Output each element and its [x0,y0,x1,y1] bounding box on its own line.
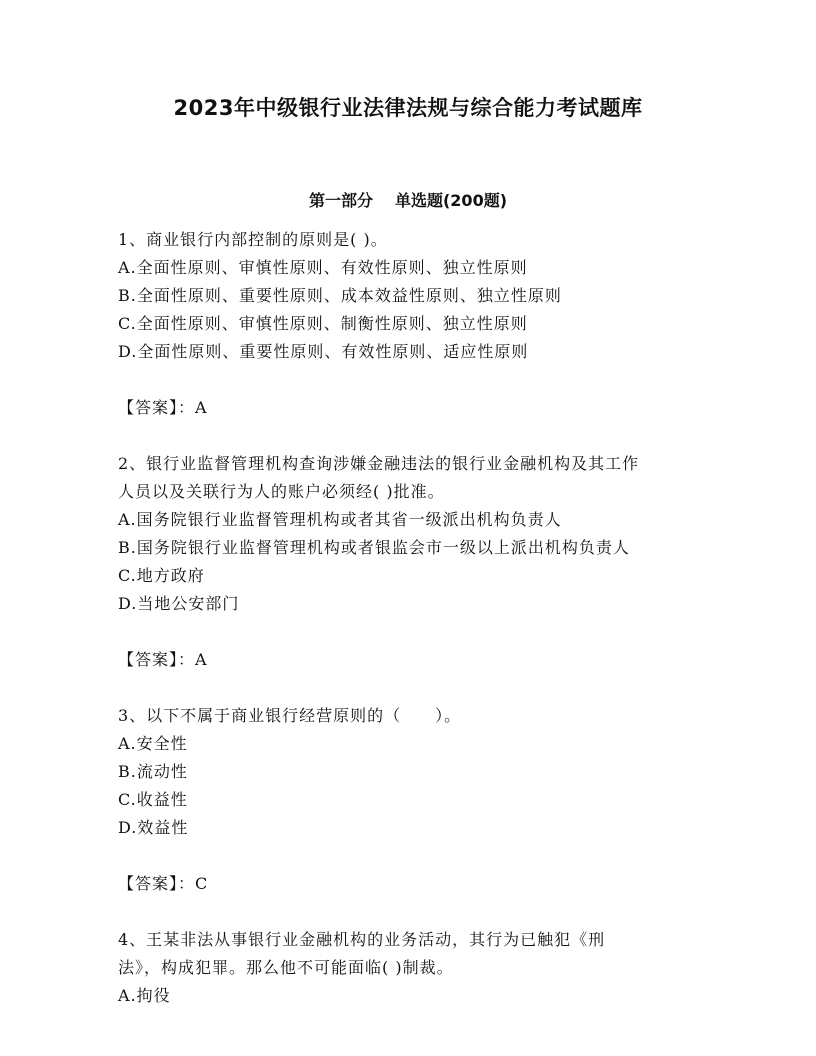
question-stem-continued: 人员以及关联行为人的账户必须经( )批准。 [118,482,445,501]
question-stem-continued: 法》，构成犯罪。那么他不可能面临( )制裁。 [118,958,454,977]
question-stem: 1、商业银行内部控制的原则是( )。 [118,230,388,249]
option-c: C.收益性 [118,790,188,809]
answer-line: 【答案】：C [118,874,209,893]
section-subtitle: 单选题(200题) [394,191,508,210]
question-stem: 3、以下不属于商业银行经营原则的（ ）。 [118,706,462,725]
answer-line: 【答案】：A [118,398,208,417]
question-1 [118,226,698,450]
section-heading [0,188,816,211]
option-b: B.流动性 [118,762,188,781]
question-list [118,226,698,1010]
question-stem: 2、银行业监督管理机构查询涉嫌金融违法的银行业金融机构及其工作 [118,454,640,473]
option-c: C.地方政府 [118,566,205,585]
option-b: B.国务院银行业监督管理机构或者银监会市一级以上派出机构负责人 [118,538,630,557]
option-d: D.全面性原则、重要性原则、有效性原则、适应性原则 [118,342,529,361]
option-a: A.安全性 [118,734,188,753]
answer-line: 【答案】：A [118,650,208,669]
section-name: 第一部分 [308,191,373,210]
option-a: A.全面性原则、审慎性原则、有效性原则、独立性原则 [118,258,528,277]
option-a: A.拘役 [118,986,171,1005]
question-4 [118,926,698,1010]
option-b: B.全面性原则、重要性原则、成本效益性原则、独立性原则 [118,286,562,305]
option-d: D.效益性 [118,818,189,837]
question-3 [118,702,698,926]
document-title: 2023年中级银行业法律法规与综合能力考试题库 [173,96,643,120]
question-stem: 4、王某非法从事银行业金融机构的业务活动，其行为已触犯《刑 [118,930,606,949]
option-c: C.全面性原则、审慎性原则、制衡性原则、独立性原则 [118,314,528,333]
option-a: A.国务院银行业监督管理机构或者其省一级派出机构负责人 [118,510,562,529]
option-d: D.当地公安部门 [118,594,240,613]
question-2 [118,450,698,702]
